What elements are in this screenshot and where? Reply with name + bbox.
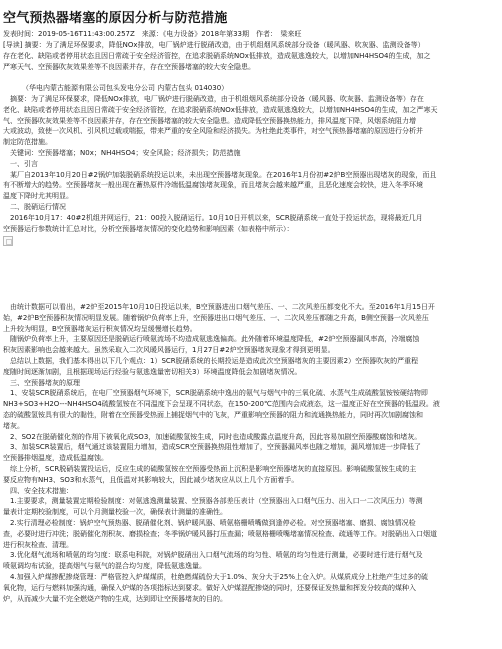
body-line: 进行积灰检查、清理。 xyxy=(3,540,73,549)
body-line: 喷氨调均布试验，提高烟气与氨气的混合均匀度，降低氨逃逸量。 xyxy=(3,562,206,571)
body-line: 炉，从而减少大量不完全燃烧产物的生成，达到即让空预器堵灰的目的。 xyxy=(3,594,227,603)
body-line: 温度下降时尤其明显。 xyxy=(3,192,73,201)
body-line: 老化、缺陷或者停用状态且因日常疏于安全经济管控，在追求脱硝系统NOx低排放，造成氨逃逸较大，以增加NH4HSO4的生成，加之严寒天 xyxy=(3,105,438,114)
body-line: 由统计数据可以看出，#2炉至2015年10月10日投运以来，B空预器进出口烟气差压、一、二次风差压都变化不大。至2016年1月15日开 xyxy=(3,303,435,311)
author-affiliation: （华电内蒙古能源有限公司包头发电分公司 内蒙古包头 014030） xyxy=(22,84,229,92)
body-line: 3.优化烟气流场和喷氨的均匀度：联系电科院，对锅炉脱硝出入口烟气流场的均匀性、喷氨的均匀性进行测量，必要时进行进行烟气及 xyxy=(3,551,423,560)
article-title: 空气预热器堵塞的原因分析与防范措施 xyxy=(3,11,228,26)
body-line: 2、SO2在脱硝催化剂的作用下被氧化成SO3，加速硫酸氢铵生成，同时也造成酸露点温度升高，因此容易加剧空预器酸腐蚀和堵灰。 xyxy=(3,432,422,441)
body-line: 积灰因素影响也会越来越大。虽然采取入二次风暖风器运行，1月27日#2炉空预器堵灰现象才得到更明显。 xyxy=(3,346,335,355)
body-line: 4.加强入炉煤掺配掺烧管理：严格管控入炉煤煤质，杜绝燃煤硫份大于1.0%、灰分大于25%上仓入炉。从煤质成分上杜绝产生过多的硫 xyxy=(3,572,429,581)
abstract-line: 存在老化、缺陷或者停用状态且因日常疏于安全经济管控，在追求脱硝系统NOx低排放，造成氨逃逸较大，以增加NH4HSO4的生成，加之 xyxy=(3,51,431,60)
body-line: 空预器排烟温度，造成低温腐蚀。 xyxy=(3,454,108,463)
body-line: 态的硫酸氢铵具有很大的黏性，附着在空预器受热面上捕捉烟气中的飞灰，严重影响空预器的阻力和流通换热能力，同时再次加剧腐蚀和 xyxy=(3,410,423,419)
body-line: 2.实行清理必检制度：锅炉空气预热器、脱硝催化剂、锅炉暖风器、喷氨格栅喷嘴做到逢停必检。对空预器堵塞、磨损、腐蚀情况检 xyxy=(3,518,416,527)
body-line: 量表计定期校验制度，可以个月测量校验一次，确保表计测量的准确性。 xyxy=(3,508,227,517)
body-line: 关键词：空预器堵塞；N0x；NH4HSO4；安全风险；经济损失；防范措施 xyxy=(3,148,241,157)
body-block-2 xyxy=(3,302,500,640)
body-line: 二、脱硝运行情况 xyxy=(3,202,66,211)
article-abstract xyxy=(3,40,500,73)
body-line: 综上分析，SCR脱硝装置投运后，反应生成的硫酸氢铵在空预器受热面上沉积是影响空预器堵灰的直接原因。影响硫酸氢铵生成的主 xyxy=(3,464,417,473)
body-line: 三、空预器堵灰的原理 xyxy=(3,378,80,387)
body-line: 四、安全技术措施： xyxy=(3,486,73,495)
body-line: 堵灰。 xyxy=(3,421,24,430)
body-line: 制定防范措施。 xyxy=(3,138,52,147)
body-block-1 xyxy=(3,94,500,281)
body-line: 查，必要时进行冲洗；脱硝催化剂积灰、磨损检查；冬季锅炉暖风器打压查漏；喷氨格栅喷嘴堵塞情况检查、疏通等工作。对脱硝出入口烟道 xyxy=(3,529,437,538)
body-line: 大或波动，致使一次风机、引风机过载或喘振，带来严重的安全风险和经济损失。为杜绝此类事件，对空气预热器堵塞的原因进行分析并 xyxy=(3,127,423,136)
broken-image-icon xyxy=(3,236,13,246)
body-line: 一、引言 xyxy=(3,159,38,168)
body-line: 1.主要要求，测量装置定期检验制度：对氨逃逸测量装置、空预器各部差压表计（空预器出入口烟气压力、出入口一二次风压力）等测 xyxy=(3,497,423,506)
body-line: 总结以上数据，我们基本得出以下几个观点：1）SCR脱硝系统的长期投运是造成此次空预器堵灰的主要因素2）空预器吹灰的严重程 xyxy=(3,356,419,365)
abstract-line: 严寒天气、空预器吹灰效果差等不良因素并存，存在空预器堵塞的较大安全隐患。 xyxy=(3,62,255,71)
body-line: 气、空预器吹灰效果差等不良因素并存，存在空预器堵塞的较大安全隐患。造成降低空预器换热能力，排风温度下降，风烟系统阻力增 xyxy=(3,116,416,125)
body-line: 氧化物，运行与燃料加强沟通，确保入炉煤的各项指标达到要求。做好入炉煤混配掺烧的同时，还要保证发热量和挥发分较高的煤种入 xyxy=(3,583,416,592)
body-line: 空预器运行参数统计汇总对比，分析空预器堵灰情况的变化趋势和影响因素（如表格中所示）： xyxy=(3,224,294,233)
body-line: 始，#2炉B空预器积灰情况明显发展。随着锅炉负荷率上升，空预器进出口烟气差压、一、二次风差压都随之升高，B侧空预器一次风差压 xyxy=(3,313,429,322)
body-line: NH3+SO3+H2O---NH4HSO4硫酸氢铵在不同温度下会呈现不同状态，在150-200℃范围内会成液态，这一温度正好在空预器的低温段。液 xyxy=(3,400,440,409)
body-line: 上升较为明显，B空预器堵灰运行积灰情况均呈缓慢增长趋势。 xyxy=(3,324,197,333)
body-line: 某厂自2013年10月20日#2锅炉加装脱硝系统投运以来，未出现空预器堵灰现象。在2016年1月份初#2炉B空预器出现堵灰的现象，而且 xyxy=(3,170,437,179)
body-line: 要反应物有NH3、SO3和水蒸气，且低温对其影响较大，因此减少堵灰应从以上几个方面着手。 xyxy=(3,475,299,484)
body-line: 3、加装SCR装置后，烟气通过该装置阻力增加，造成SCR空预器换热阻性增加了，空预器漏风率也随之增加，漏风增加进一步降低了 xyxy=(3,443,421,452)
body-line: 度随时间逐渐加剧，且根据现场运行经验与氨逃逸量密切相关3）环境温度降低会加剧堵灰情况。 xyxy=(3,367,302,376)
body-line: 随锅炉负荷率上升，主要原因还是脱硝运行喷氨流场不均造成氨逃逸偏高。此外随着环境温度降低，#2炉空预器漏风率高，冷端腐蚀 xyxy=(3,335,420,344)
body-line: 摘要：为了满足环保要求，降低NOx排放，电厂锅炉进行脱硝改造，由于机组烟风系统部分设备（暖风器、吹灰器、监测设备等）存在 xyxy=(3,95,424,103)
body-line: 1、安装SCR脱硝系统后，在电厂空预器烟气环境下，SCR脱硝系统中逸出的氨气与烟气中的三氧化硫、水蒸气生成硫酸氢铵铵硬结物即 xyxy=(3,389,428,398)
article-meta: 发表时间：2019-05-16T11:43:00.257Z 来源：《电力设备》2018年第33期 作者： 梁来旺 xyxy=(3,30,302,38)
abstract-line: [导读] 摘要：为了满足环保要求，降低NOx排放，电厂锅炉进行脱硝改造，由于机组烟风系统部分设备（暖风器、吹灰器、监测设备等） xyxy=(3,41,425,49)
body-line: 2016年10月17：40#2机组并网运行，21：00投入脱硝运行。10月10日开机以来，SCR脱硝系统一直处于投运状态，现将最近几月 xyxy=(3,213,423,222)
body-line: 有不断增大的趋势。空预器堵灰一般出现在蓄热原件冷端低温腐蚀堵灰现象，而且堵灰会越来越严重，且恶化速度会较快，进入冬季环境 xyxy=(3,181,423,190)
